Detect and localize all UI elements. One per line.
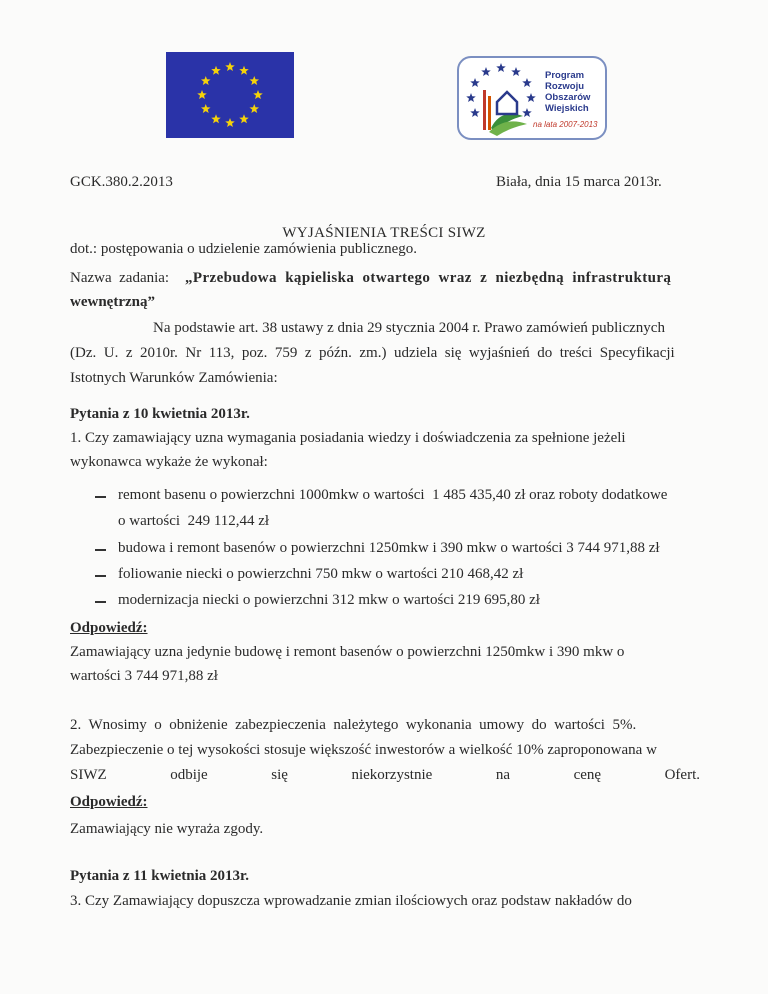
eu-star-icon (239, 114, 249, 123)
prow-star-icon (522, 78, 532, 87)
eu-star-icon (249, 76, 259, 85)
prow-logo-text: Program Rozwoju Obszarów Wiejskich (545, 70, 591, 114)
task-name-line1: „Przebudowa kąpieliska otwartego wraz z niezbędną infrastrukturą (185, 270, 672, 286)
eu-star-icon (253, 90, 263, 99)
question-line: 1. Czy zamawiający uzna wymagania posiadania wiedzy i doświadczenia za spełnione jeżeli (70, 430, 626, 446)
list-item: o wartości 249 112,44 zł (118, 513, 270, 529)
prow-emblem-icon (461, 58, 541, 138)
list-item: budowa i remont basenów o powierzchni 1250mkw i 390 mkw o wartości 3 744 971,88 zł (118, 540, 660, 556)
answer-line: Zamawiający uzna jedynie budowę i remont basenów o powierzchni 1250mkw i 390 mkw o (70, 644, 625, 660)
prow-star-icon (526, 93, 536, 102)
prow-logo (457, 56, 607, 140)
list-item: remont basenu o powierzchni 1000mkw o wartości 1 485 435,40 zł oraz roboty dodatkowe (118, 487, 668, 503)
prow-star-icon (522, 108, 532, 117)
bullet-dash (95, 601, 106, 603)
answer-line: wartości 3 744 971,88 zł (70, 668, 218, 684)
eu-star-icon (211, 66, 221, 75)
prow-star-icon (470, 108, 480, 117)
section-heading: Pytania z 10 kwietnia 2013r. (70, 406, 250, 422)
prow-star-icon (470, 78, 480, 87)
prow-logo-years: na lata 2007-2013 (533, 120, 598, 129)
answer-line: Zamawiający nie wyraża zgody. (70, 821, 264, 837)
eu-stars-icon (166, 52, 294, 138)
prow-star-icon (496, 63, 506, 72)
eu-star-icon (201, 76, 211, 85)
list-item: foliowanie niecki o powierzchni 750 mkw o wartości 210 468,42 zł (118, 566, 524, 582)
bullet-dash (95, 496, 106, 498)
task-name-line2: wewnętrzną” (70, 294, 155, 310)
word: SIWZ (70, 767, 107, 783)
answer-label: Odpowiedź: (70, 620, 148, 636)
eu-star-icon (225, 62, 235, 71)
document-reference: GCK.380.2.2013 (70, 174, 173, 190)
question-line-justified (70, 765, 700, 785)
intro-line: (Dz. U. z 2010r. Nr 113, poz. 759 z późn. zm.) udziela się wyjaśnień do treści Specyfikacji (70, 345, 675, 361)
eu-star-icon (239, 66, 249, 75)
word: się (271, 767, 288, 783)
list-item: modernizacja niecki o powierzchni 312 mkw o wartości 219 695,80 zł (118, 592, 540, 608)
eu-flag-logo (166, 52, 294, 138)
question-line: wykonawca wykaże że wykonał: (70, 454, 268, 470)
bullet-dash (95, 549, 106, 551)
dot-line: dot.: postępowania o udzielenie zamówienia publicznego. (70, 241, 417, 257)
word: niekorzystnie (351, 767, 433, 783)
prow-star-icon (466, 93, 476, 102)
eu-star-icon (197, 90, 207, 99)
eu-star-icon (211, 114, 221, 123)
prow-star-icon (511, 67, 521, 76)
intro-line: Na podstawie art. 38 ustawy z dnia 29 stycznia 2004 r. Prawo zamówień publicznych (153, 320, 665, 336)
eu-star-icon (225, 118, 235, 127)
word: Ofert. (664, 767, 700, 783)
eu-star-icon (201, 104, 211, 113)
eu-star-icon (249, 104, 259, 113)
word: cenę (573, 767, 602, 783)
answer-label: Odpowiedź: (70, 794, 148, 810)
section-heading: Pytania z 11 kwietnia 2013r. (70, 868, 250, 884)
question-line: 2. Wnosimy o obniżenie zabezpieczenia należytego wykonania umowy do wartości 5%. (70, 717, 637, 733)
bullet-dash (95, 575, 106, 577)
word: na (495, 767, 511, 783)
question-line: Zabezpieczenie o tej wysokości stosuje większość inwestorów a wielkość 10% zaproponowana w (70, 742, 657, 758)
task-label: Nazwa zadania: (70, 270, 170, 286)
question-line: 3. Czy Zamawiający dopuszcza wprowadzanie zmian ilościowych oraz podstaw nakładów do (70, 893, 632, 909)
word: odbije (170, 767, 208, 783)
prow-star-icon (481, 67, 491, 76)
place-date: Biała, dnia 15 marca 2013r. (496, 174, 662, 190)
document-title: WYJAŚNIENIA TREŚCI SIWZ (282, 225, 486, 241)
intro-line: Istotnych Warunków Zamówienia: (70, 370, 278, 386)
